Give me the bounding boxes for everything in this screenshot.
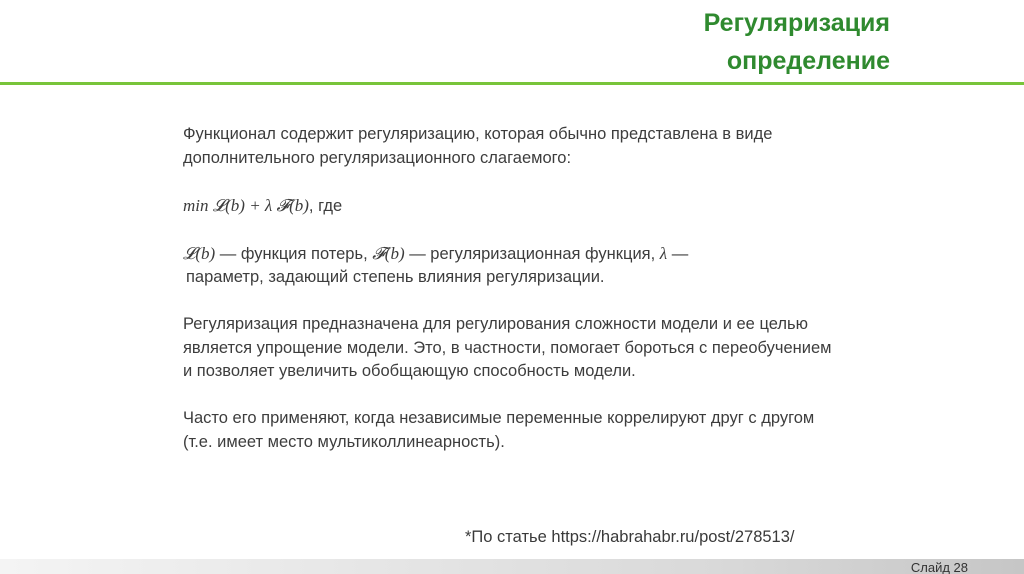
def-loss-symbol: 𝓛(b)	[183, 243, 216, 263]
slide-title-line1: Регуляризация	[703, 9, 890, 37]
def-loss-text: — функция потерь,	[215, 244, 373, 263]
source-note: *По статье https://habrahabr.ru/post/278513/	[465, 528, 795, 546]
footer-bar	[0, 559, 1024, 574]
purpose-paragraph: Регуляризация предназначена для регулирования сложности модели и ее целью является упрощение модели. Это, в частности, помогает бороться с переобучением и позволяет увеличить обобщающую способность модели.	[183, 315, 832, 380]
def-reg-symbol: 𝓕(b)	[372, 243, 405, 263]
usage-paragraph: Часто его применяют, когда независимые переменные коррелируют друг с другом (т.е. имеет место мультиколлинеарность).	[183, 409, 815, 451]
definitions-paragraph	[183, 242, 843, 290]
formula-reg: 𝓕(b)	[276, 195, 309, 215]
slide-title	[704, 4, 890, 80]
def-reg-text: — регуляризационная функция,	[404, 244, 660, 263]
def-lambda-dash: —	[667, 244, 689, 263]
slide-number: Слайд 28	[910, 560, 968, 574]
title-divider	[0, 82, 1024, 85]
formula-plus-lambda: + λ	[244, 195, 277, 215]
slide-title-line2: определение	[726, 47, 890, 75]
formula-min: min	[183, 195, 213, 215]
slide-body	[183, 123, 843, 478]
def-lambda-symbol: λ	[659, 243, 668, 263]
formula-where: , где	[308, 196, 343, 215]
formula-line	[183, 194, 843, 219]
def-lambda-text: параметр, задающий степень влияния регуляризации.	[186, 268, 605, 286]
formula-loss: 𝓛(b)	[212, 195, 245, 215]
intro-paragraph: Функционал содержит регуляризацию, которая обычно представлена в виде дополнительного регуляризационного слагаемого:	[183, 125, 773, 167]
